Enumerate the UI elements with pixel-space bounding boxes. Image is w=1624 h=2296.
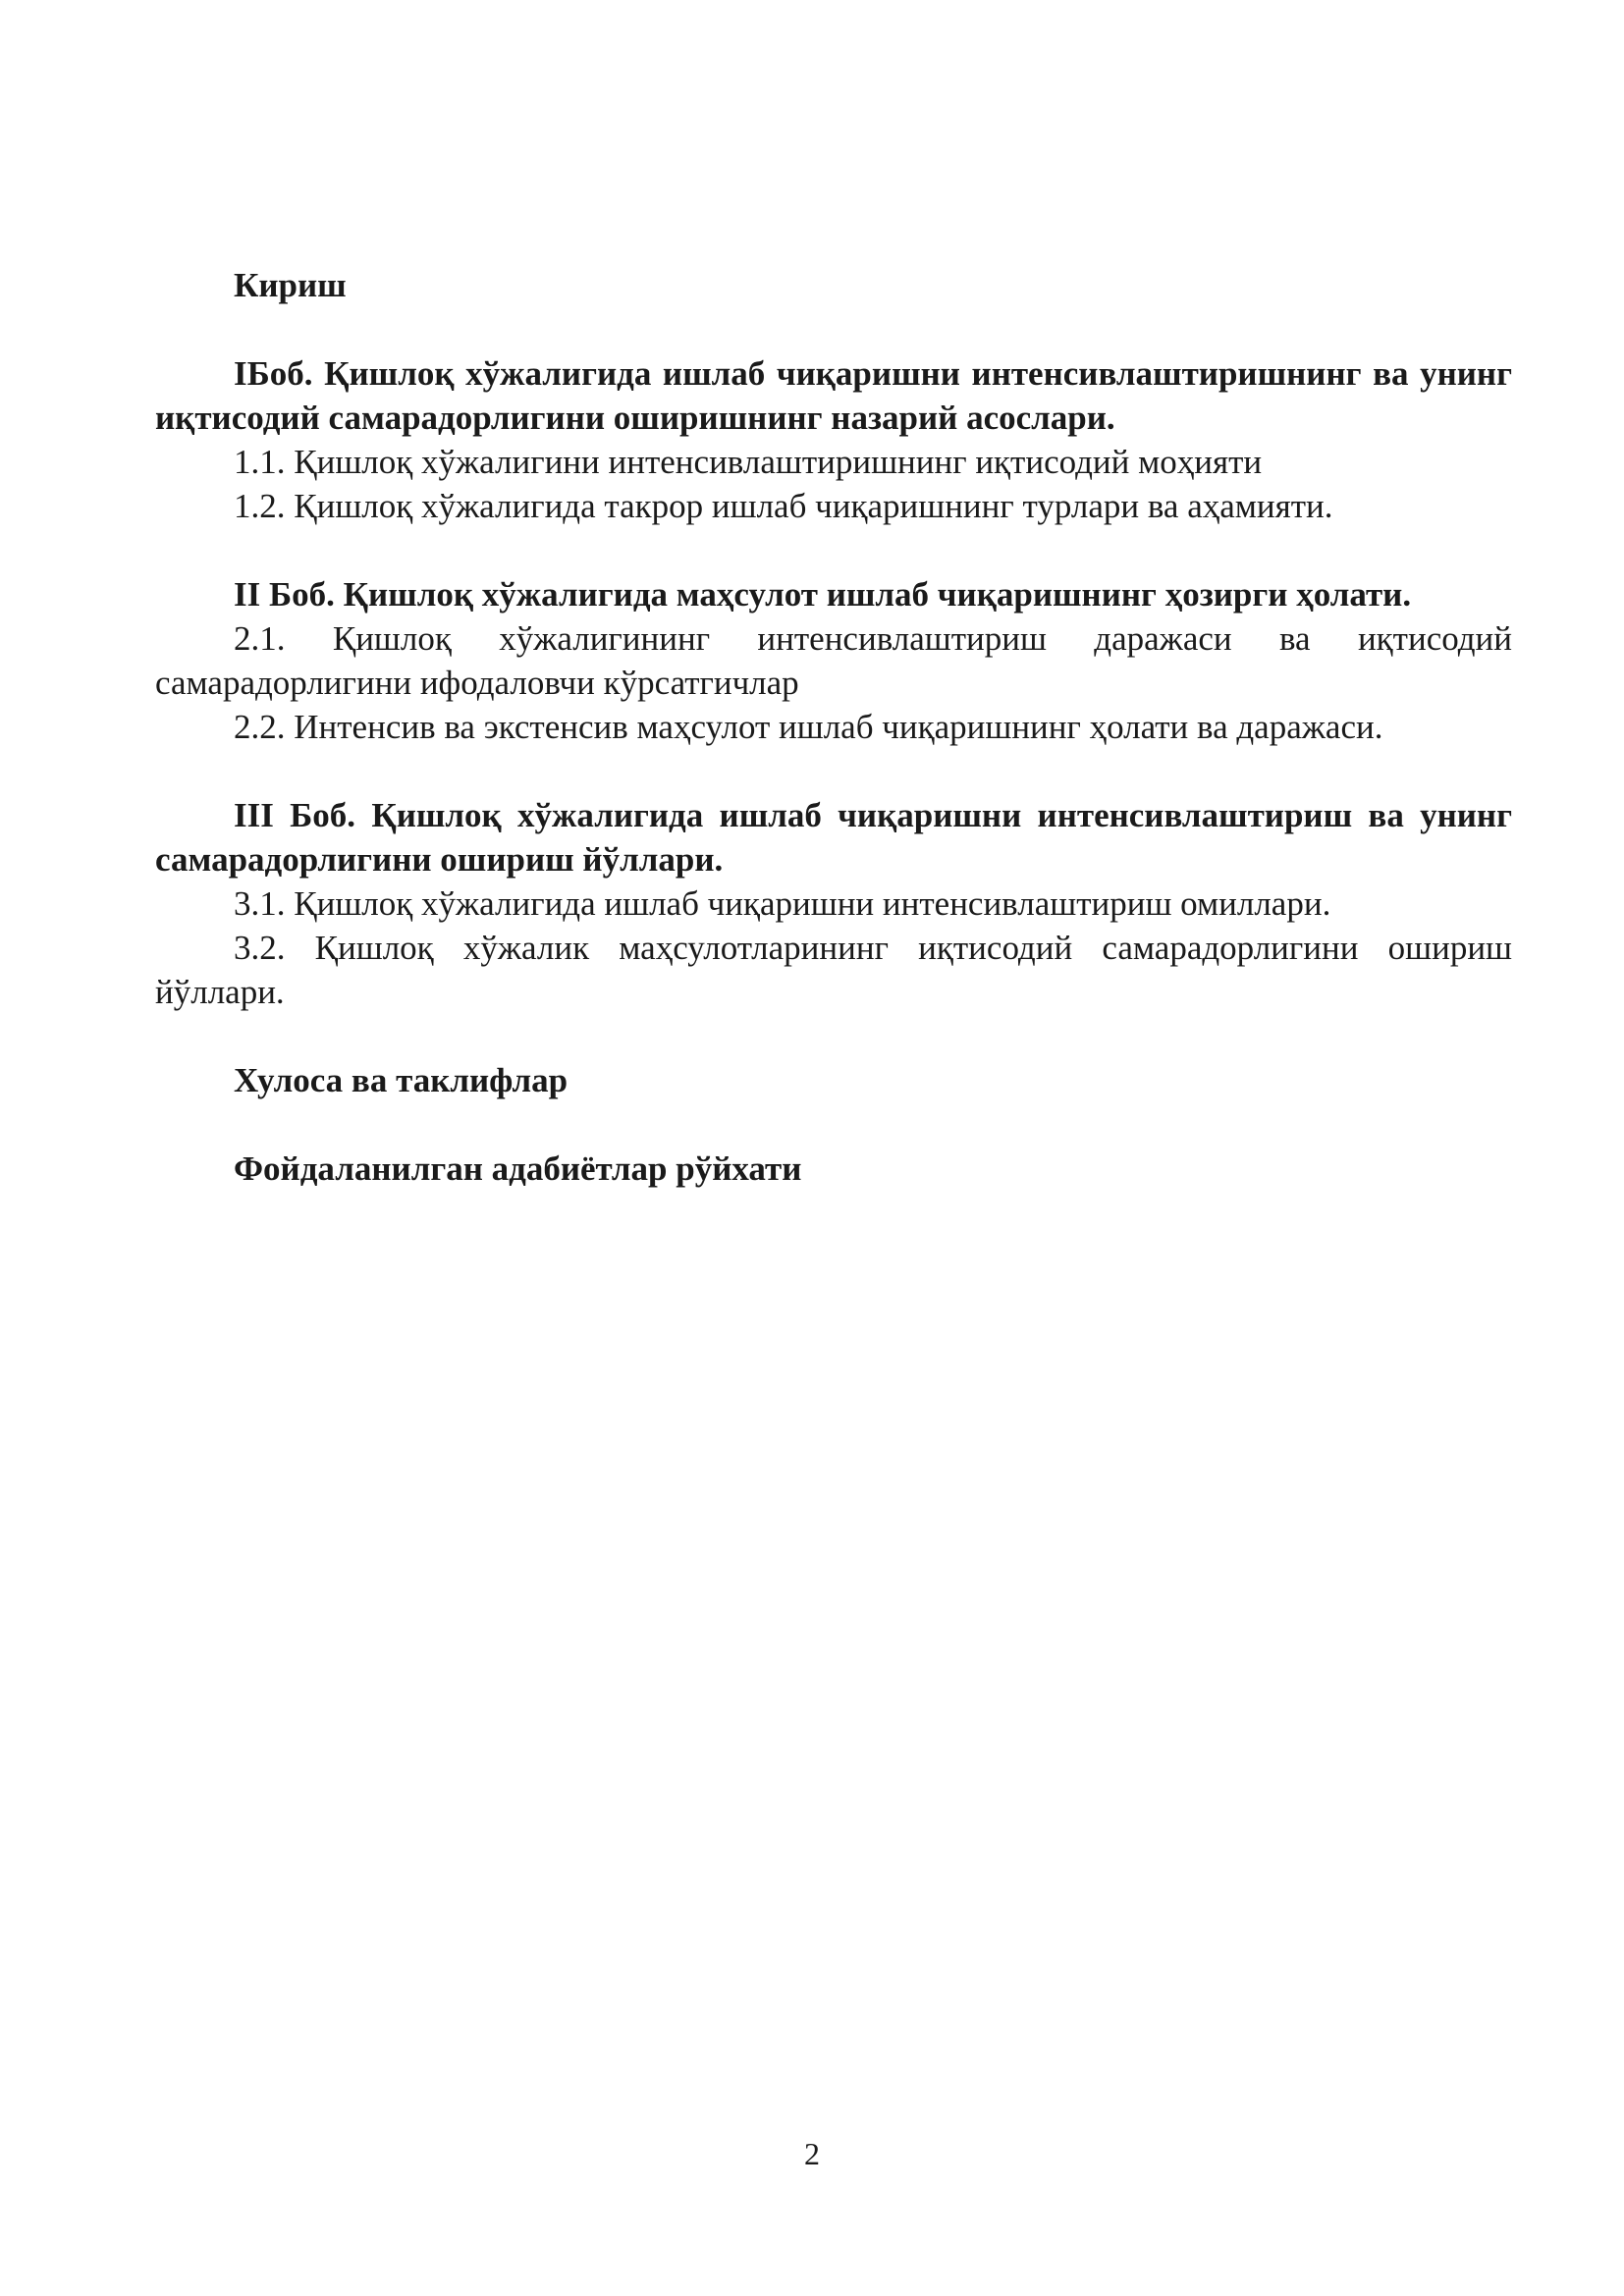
- section-1-2: 1.2. Қишлоқ хўжалигида такрор ишлаб чиқаришнинг турлари ва аҳамияти.: [234, 487, 1333, 525]
- page-number: 2: [804, 2136, 820, 2171]
- section-2-1: 2.1. Қишлоқ хўжалигининг интенсивлаштириш даражаси ва иқтисодий самарадорлигини ифодаловчи кўрсатгичлар: [155, 619, 1512, 702]
- table-of-contents: [155, 263, 1512, 1191]
- toc-references: Фойдаланилган адабиётлар рўйхати: [234, 1149, 802, 1188]
- toc-intro: Кириш: [234, 266, 347, 304]
- toc-conclusion: Хулоса ва таклифлар: [234, 1061, 568, 1099]
- section-3-1: 3.1. Қишлоқ хўжалигида ишлаб чиқаришни интенсивлаштириш омиллари.: [234, 884, 1331, 923]
- chapter-2-title: II Боб. Қишлоқ хўжалигида маҳсулот ишлаб чиқаришнинг ҳозирги ҳолати.: [234, 575, 1412, 614]
- spacer: [155, 1102, 1512, 1147]
- spacer: [155, 307, 1512, 351]
- section-3-2: 3.2. Қишлоқ хўжалик маҳсулотларининг иқтисодий самарадорлигини ошириш йўллари.: [155, 929, 1512, 1011]
- spacer: [155, 528, 1512, 572]
- spacer: [155, 749, 1512, 793]
- chapter-3-title: III Боб. Қишлоқ хўжалигида ишлаб чиқаришни интенсивлаштириш ва унинг самарадорлигини ошириш йўллари.: [155, 796, 1512, 879]
- spacer: [155, 1014, 1512, 1058]
- section-1-1: 1.1. Қишлоқ хўжалигини интенсивлаштиришнинг иқтисодий моҳияти: [234, 443, 1263, 481]
- chapter-1-title: IБоб. Қишлоқ хўжалигида ишлаб чиқаришни интенсивлаштиришнинг ва унинг иқтисодий самарадорлигини оширишнинг назарий асослари.: [155, 354, 1512, 437]
- section-2-2: 2.2. Интенсив ва экстенсив маҳсулот ишлаб чиқаришнинг ҳолати ва даражаси.: [234, 708, 1383, 746]
